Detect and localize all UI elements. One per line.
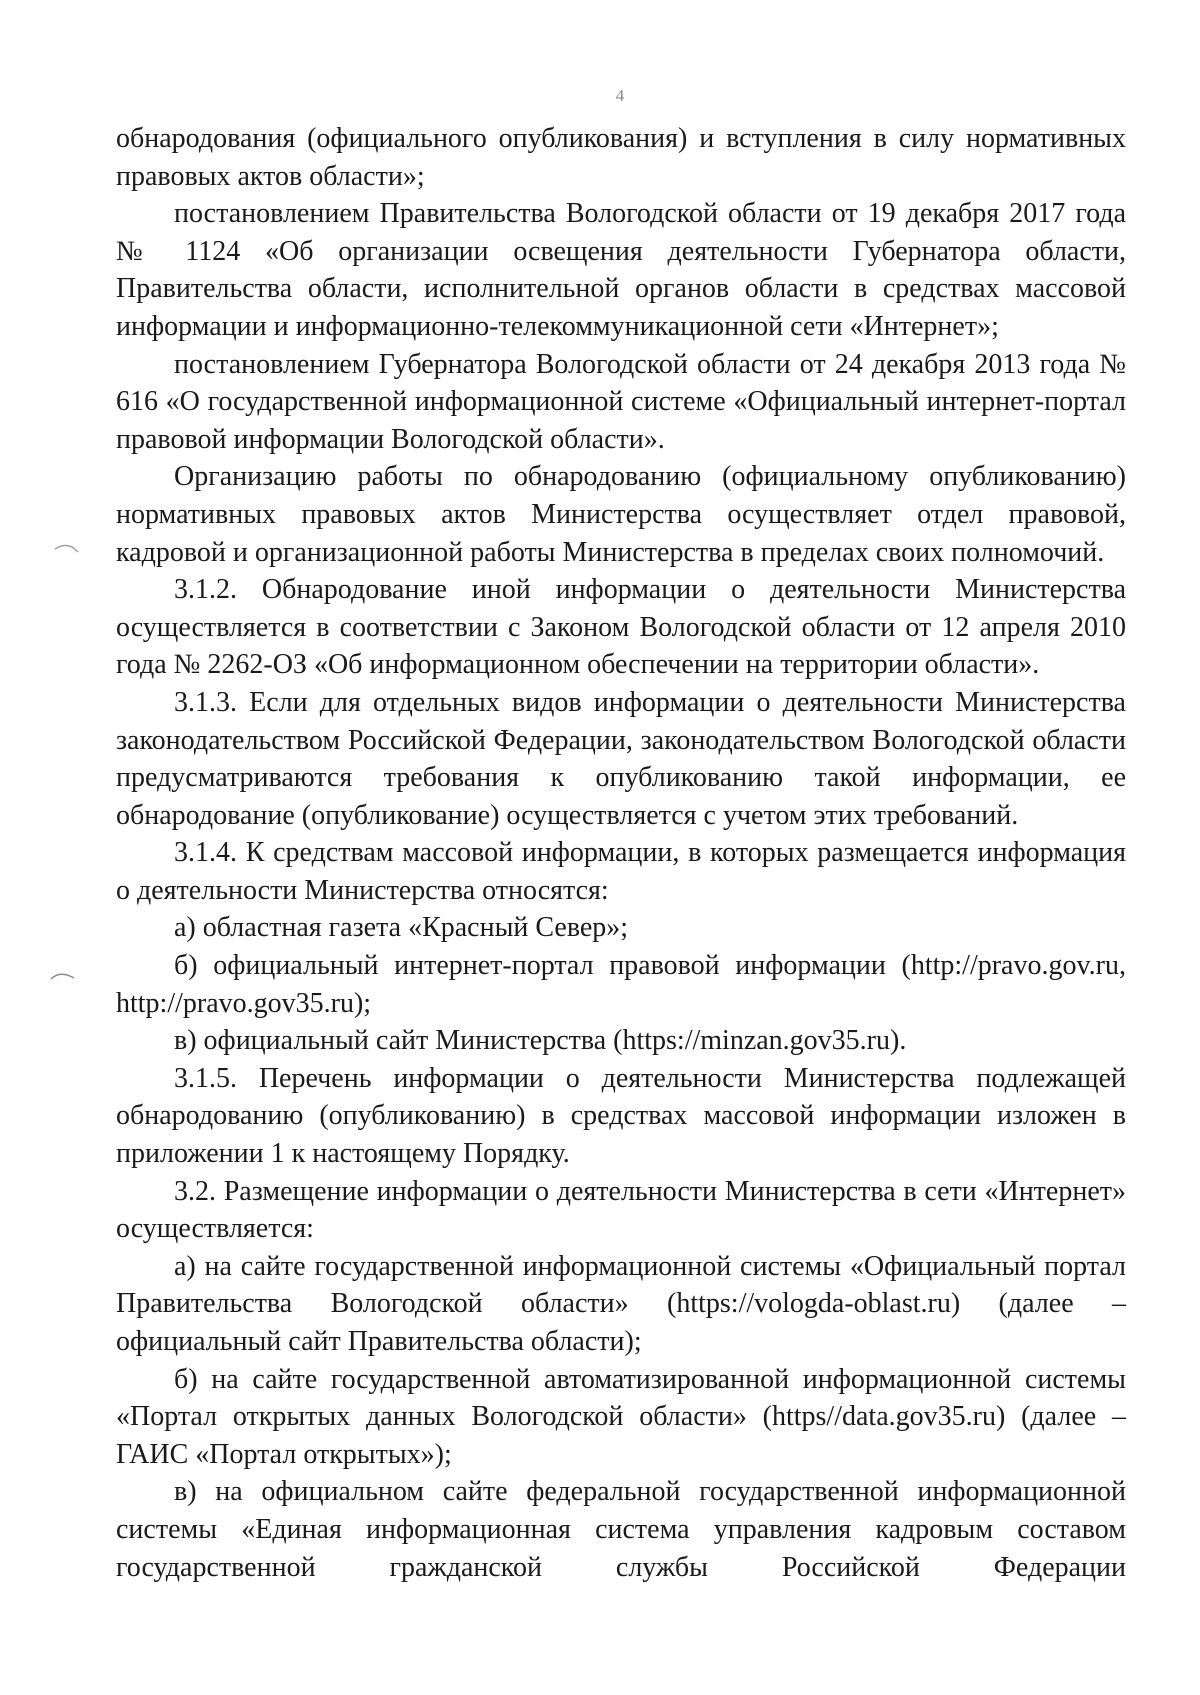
paragraph-continuation: обнародования (официального опубликования) и вступления в силу нормативных правовых актов области»; [116,123,1126,192]
paragraph-3-2: 3.2. Размещение информации о деятельности Министерства в сети «Интернет» осуществляется: [116,1175,1126,1245]
paragraph-3-1-3: 3.1.3. Если для отдельных видов информации о деятельности Министерства законодательством Российской Федерации, законодательством Вологодской области предусматриваются требования к опубликованию такой информации, ее обнародование (опубликование) осуществляется с учетом этих требований. [116,686,1126,831]
list-item-a: а) областная газета «Красный Север»; [174,912,629,944]
margin-pen-mark [50,970,76,982]
paragraph-organization-of-work: Организацию работы по обнародованию (официальному опубликованию) нормативных правовых актов Министерства осуществляет отдел правовой, кадровой и организационной работы Министерства в пределах своих полномочий. [116,461,1126,568]
paragraph-resolution-616: постановлением Губернатора Вологодской области от 24 декабря 2013 года № 616 «О государственной информационной системе «Официальный интернет-портал правовой информации Вологодской области». [116,348,1126,455]
margin-pen-mark [54,542,80,554]
paragraph-resolution-1124: постановлением Правительства Вологодской области от 19 декабря 2017 года № 1124 «Об организации освещения деятельности Губернатора области, Правительства области, исполнительной органов области в средствах массовой информации и информационно-телекоммуникационной сети «Интернет»; [116,198,1126,342]
document-body [116,120,1126,1586]
list-item-b: б) официальный интернет-портал правовой информации (http://pravo.gov.ru, http://pravo.gov35.ru); [116,950,1126,1019]
list-item-v: в) официальный сайт Министерства (https://minzan.gov35.ru). [174,1025,907,1057]
list-item-v-site: в) на официальном сайте федеральной государственной информационной системы «Единая информационная система управления кадровым составом государственной гражданской службы Российской Федерации [116,1476,1126,1583]
page-number: 4 [615,86,625,105]
list-item-b-site: б) на сайте государственной автоматизированной информационной системы «Портал открытых данных Вологодской области» (https//data.gov35.ru) (далее – ГАИС «Портал открытых»); [116,1363,1126,1470]
list-item-a-site: а) на сайте государственной информационной системы «Официальный портал Правительства Вологодской области» (https://vologda-oblast.ru) (далее – официальный сайт Правительства области); [116,1250,1126,1357]
paragraph-3-1-4: 3.1.4. К средствам массовой информации, в которых размещается информация о деятельности Министерства относятся: [116,837,1126,906]
paragraph-3-1-2: 3.1.2. Обнародование иной информации о деятельности Министерства осуществляется в соответствии с Законом Вологодской области от 12 апреля 2010 года № 2262-ОЗ «Об информационном обеспечении на территории области». [116,574,1126,681]
paragraph-3-1-5: 3.1.5. Перечень информации о деятельности Министерства подлежащей обнародованию (опубликованию) в средствах массовой информации изложен в приложении 1 к настоящему Порядку. [116,1062,1126,1170]
